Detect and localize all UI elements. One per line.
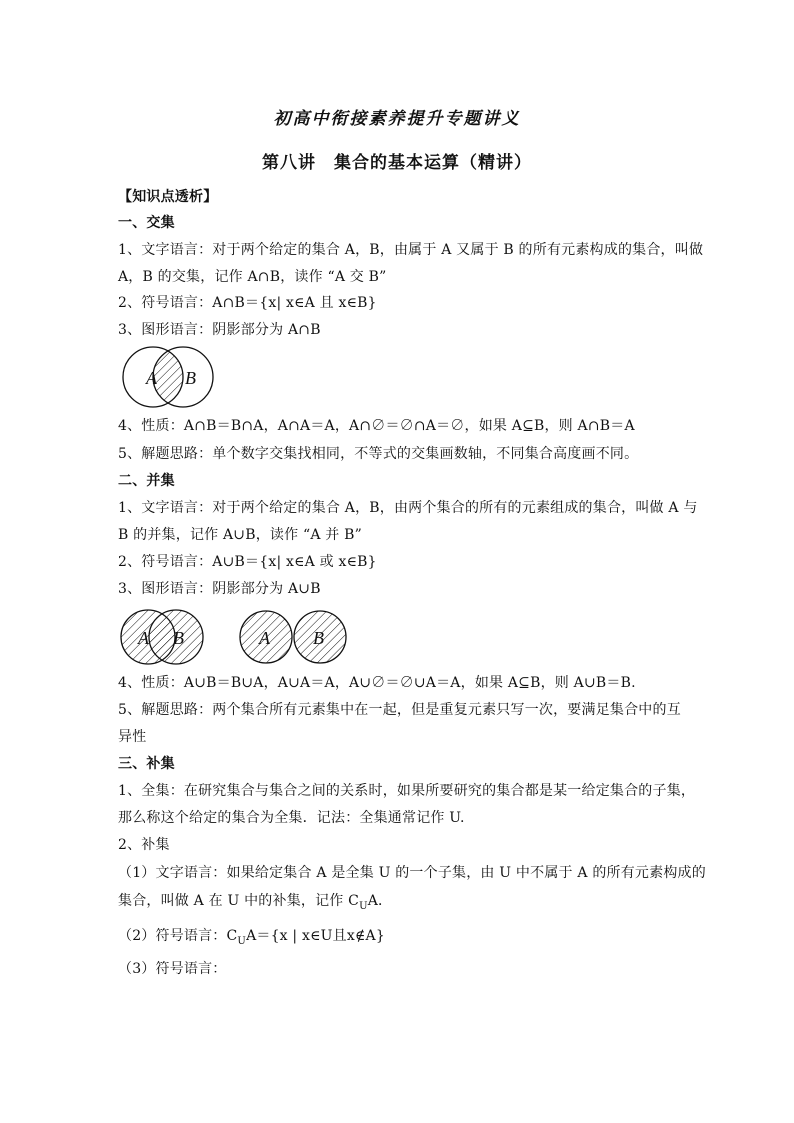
set-b-label: B — [185, 368, 196, 388]
intersection-venn-diagram — [118, 344, 218, 410]
union-venn-diagram-disjoint — [238, 606, 350, 668]
set-b-label: B — [313, 628, 324, 648]
complement-heading: 三、补集 — [118, 756, 175, 772]
intersection-text-5: 5、解题思路：单个数字交集找相同，不等式的交集画数轴，不同集合高度画不同。 — [118, 446, 639, 462]
complement-sub-1b: 集合，叫做 A 在 U 中的补集，记作 $C_UA$． — [118, 893, 393, 912]
intersection-text-1b: A，B 的交集，记作 A∩B，读作 “A 交 B” — [118, 269, 387, 285]
intersection-text-2: 2、符号语言：A∩B＝{x| x∈A 且 x∈B} — [118, 295, 377, 311]
union-heading: 二、并集 — [118, 473, 175, 489]
series-title: 初高中衔接素养提升专题讲义 — [273, 109, 521, 129]
lecture-title: 第八讲 集合的基本运算（精讲） — [262, 153, 532, 173]
complement-text-2: 2、补集 — [118, 837, 170, 853]
union-text-5b: 异性 — [118, 729, 147, 745]
union-text-1: 1、文字语言：对于两个给定的集合 A，B，由两个集合的所有的元素组成的集合，叫做 A 与 — [118, 500, 698, 516]
union-text-1b: B 的并集，记作 A∪B，读作 “A 并 B” — [118, 527, 362, 543]
complement-sub-3: （3）符号语言： — [118, 961, 227, 977]
intersection-text-4: 4、性质：A∩B＝B∩A，A∩A＝A，A∩∅＝∅∩A＝∅，如果 A⊆B，则 A∩B＝A — [118, 418, 635, 434]
set-a-label: A — [146, 368, 157, 388]
set-a-label: A — [138, 628, 149, 648]
union-text-3: 3、图形语言：阴影部分为 A∪B — [118, 581, 321, 597]
complement-text-1: 1、全集：在研究集合与集合之间的关系时，如果所要研究的集合都是某一给定集合的子集， — [118, 783, 696, 799]
complement-sub-1: （1）文字语言：如果给定集合 A 是全集 U 的一个子集，由 U 中不属于 A 的所有元素构成的 — [118, 865, 706, 881]
complement-text-1b: 那么称这个给定的集合为全集．记法：全集通常记作 U. — [118, 810, 465, 826]
intersection-text-1: 1、文字语言：对于两个给定的集合 A，B，由属于 A 又属于 B 的所有元素构成的集合，叫做 — [118, 242, 704, 258]
union-text-2: 2、符号语言：A∪B＝{x| x∈A 或 x∈B} — [118, 554, 377, 570]
union-venn-diagram-overlapping — [118, 606, 218, 668]
union-text-4: 4、性质：A∪B＝B∪A，A∪A＝A，A∪∅＝∅∪A＝A，如果 A⊆B，则 A∪B＝B. — [118, 675, 636, 691]
intersection-heading: 一、交集 — [118, 215, 175, 231]
set-b-label: B — [173, 628, 184, 648]
intersection-text-3: 3、图形语言：阴影部分为 A∩B — [118, 322, 321, 338]
set-a-label: A — [259, 628, 270, 648]
union-text-5: 5、解题思路：两个集合所有元素集中在一起，但是重复元素只写一次，要满足集合中的互 — [118, 702, 681, 718]
section-header: 【知识点透析】 — [118, 189, 218, 205]
complement-sub-2: （2）符号语言：$C_UA=\{x$ | x∈U且x∉A} — [118, 928, 385, 947]
